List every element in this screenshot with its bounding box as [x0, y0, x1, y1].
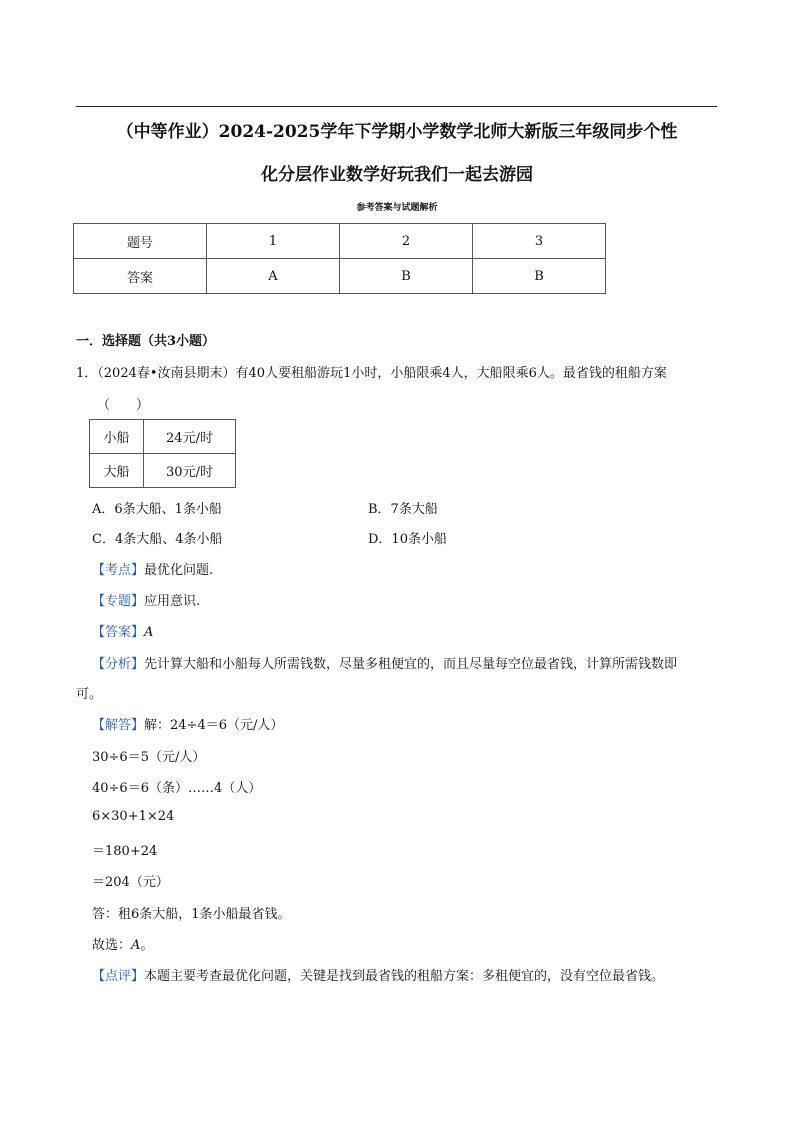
zhuanti-text: 应用意识. — [144, 594, 201, 609]
guxuan-suffix: 。 — [140, 938, 154, 953]
solution-step: ＝180+24 — [92, 844, 158, 859]
guxuan-letter: A — [131, 938, 141, 953]
solution-step: 40÷6＝6（条）……4（人） — [92, 781, 262, 796]
answer-table-answer: B — [340, 259, 473, 294]
price-table-boat: 小船 — [90, 420, 144, 454]
dianping-text: 本题主要考查最优化问题，关键是找到最省钱的租船方案：多租便宜的，没有空位最省钱。 — [144, 969, 665, 984]
section-title: 一．选择题（共3小题） — [76, 334, 216, 349]
dianping-tag: 【点评】 — [92, 969, 145, 984]
daan-line — [92, 621, 153, 640]
price-table-price: 24元/时 — [144, 420, 236, 454]
jieda-line — [92, 714, 283, 733]
daan-text: A — [144, 625, 154, 640]
solution-step: 6×30+1×24 — [92, 809, 175, 824]
final-answer: 答：租6条大船，1条小船最省钱。 — [92, 907, 291, 922]
answer-table-answer: A — [207, 259, 340, 294]
kaodian-line — [92, 559, 213, 578]
jieda-text: 解：24÷4＝6（元/人） — [144, 718, 284, 733]
answer-table-number: 1 — [207, 224, 340, 259]
fenxi-line — [92, 653, 677, 672]
price-table-boat: 大船 — [90, 454, 144, 488]
solution-step: ＝204（元） — [92, 875, 169, 890]
fenxi-continuation: 可。 — [76, 687, 103, 702]
answer-table-number: 2 — [340, 224, 473, 259]
price-table-row — [90, 420, 236, 454]
answer-table-number: 3 — [473, 224, 606, 259]
answer-table-label: 题号 — [74, 224, 207, 259]
fenxi-text: 先计算大船和小船每人所需钱数，尽量多租便宜的，而且尽量每空位最省钱，计算所需钱数即 — [144, 657, 678, 672]
price-table-row — [90, 454, 236, 488]
question-stem: 1．（2024春•汝南县期末）有40人要租船游玩1小时，小船限乘4人，大船限乘6人。最省钱的租船方案 — [76, 366, 667, 381]
page-subtitle: 参考答案与试题解析 — [356, 203, 438, 213]
answer-table-answer: B — [473, 259, 606, 294]
answer-blank: （ ） — [97, 398, 150, 413]
option-b: B．7条大船 — [368, 502, 438, 517]
option-a: A．6条大船、1条小船 — [92, 502, 222, 517]
answer-table-row-numbers — [74, 224, 606, 259]
guxuan-line — [92, 934, 153, 953]
price-table — [89, 419, 236, 488]
option-c: C．4条大船、4条小船 — [92, 532, 223, 547]
option-d: D．10条小船 — [368, 532, 447, 547]
jieda-tag: 【解答】 — [92, 718, 145, 733]
answer-table — [73, 223, 606, 294]
price-table-price: 30元/时 — [144, 454, 236, 488]
dianping-line — [92, 965, 664, 984]
page-title-line-1: （中等作业）2024-2025学年下学期小学数学北师大新版三年级同步个性 — [116, 122, 678, 142]
solution-step: 30÷6＝5（元/人） — [92, 750, 206, 765]
zhuanti-line — [92, 590, 200, 609]
answer-table-row-answers — [74, 259, 606, 294]
answer-table-label: 答案 — [74, 259, 207, 294]
kaodian-tag: 【考点】 — [92, 563, 145, 578]
kaodian-text: 最优化问题. — [144, 563, 214, 578]
daan-tag: 【答案】 — [92, 625, 145, 640]
header-rule — [76, 106, 717, 107]
guxuan-prefix: 故选： — [92, 938, 132, 953]
page-title-line-2: 化分层作业数学好玩我们一起去游园 — [261, 165, 533, 185]
fenxi-tag: 【分析】 — [92, 657, 145, 672]
zhuanti-tag: 【专题】 — [92, 594, 145, 609]
